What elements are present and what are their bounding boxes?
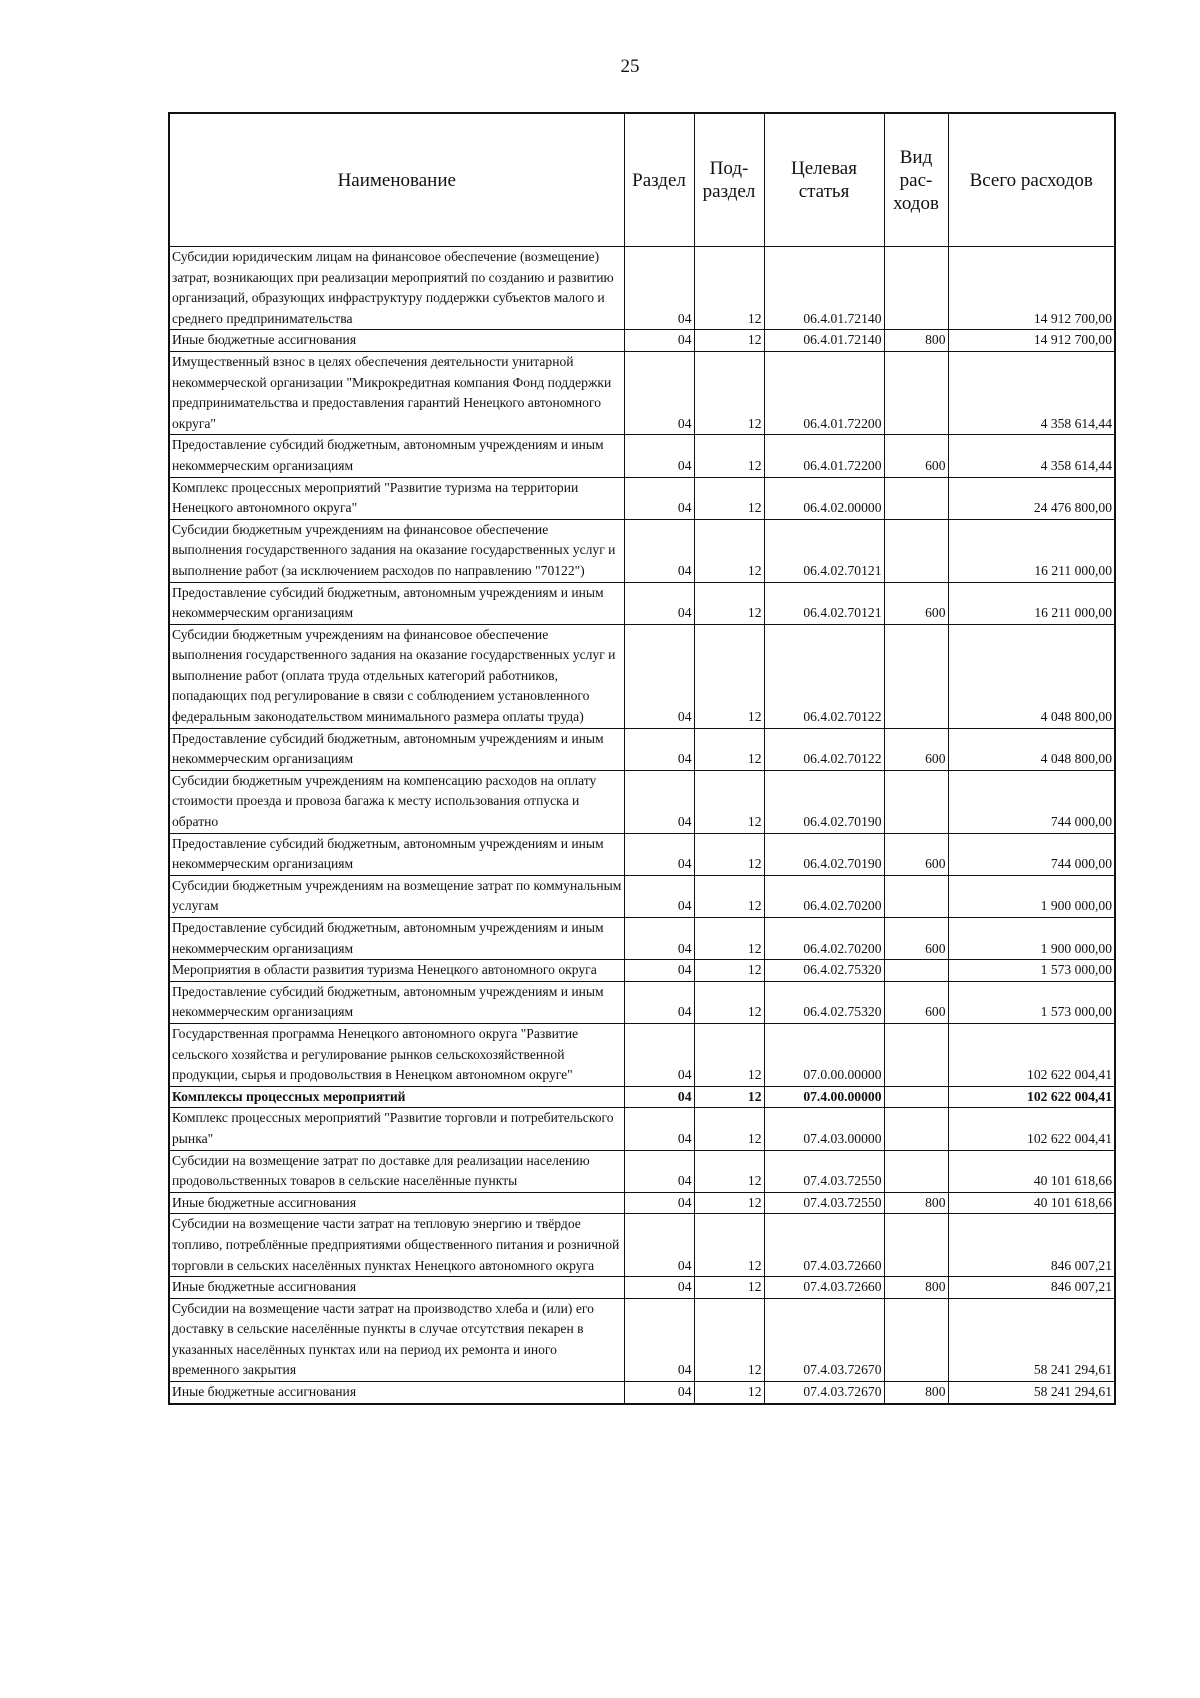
- row-target: 06.4.02.70121: [764, 582, 884, 624]
- header-name: Наименование: [169, 113, 624, 247]
- row-section: 04: [624, 960, 694, 982]
- row-section: 04: [624, 624, 694, 728]
- row-section: 04: [624, 1192, 694, 1214]
- row-target: 06.4.02.70190: [764, 833, 884, 875]
- row-target: 07.4.00.00000: [764, 1086, 884, 1108]
- row-expense-type: 800: [884, 1382, 948, 1404]
- row-subsection: 12: [694, 624, 764, 728]
- row-section: 04: [624, 875, 694, 917]
- row-total: 1 900 000,00: [948, 918, 1115, 960]
- row-total: 14 912 700,00: [948, 247, 1115, 330]
- row-target: 07.4.03.72550: [764, 1150, 884, 1192]
- table-row: [169, 1277, 1115, 1299]
- header-section: Раздел: [624, 113, 694, 247]
- row-expense-type: 600: [884, 918, 948, 960]
- row-name: Комплексы процессных мероприятий: [169, 1086, 624, 1108]
- row-expense-type: [884, 1086, 948, 1108]
- row-section: 04: [624, 918, 694, 960]
- header-total: Всего расходов: [948, 113, 1115, 247]
- row-subsection: 12: [694, 1298, 764, 1381]
- table-row: [169, 728, 1115, 770]
- row-expense-type: [884, 1214, 948, 1277]
- row-name: Комплекс процессных мероприятий "Развитие туризма на территории Ненецкого автономного округа": [169, 477, 624, 519]
- header-target: Целевая статья: [764, 113, 884, 247]
- row-subsection: 12: [694, 833, 764, 875]
- row-name: Субсидии бюджетным учреждениям на финансовое обеспечение выполнения государственного задания на оказание государственных услуг и выполнение работ (оплата труда отдельных категорий работников, попадающих под регулирование в связи с соблюдением установленного федеральным законодательством минимального размера оплаты труда): [169, 624, 624, 728]
- table-body: [169, 247, 1115, 1404]
- row-section: 04: [624, 330, 694, 352]
- row-total: 24 476 800,00: [948, 477, 1115, 519]
- row-name: Субсидии бюджетным учреждениям на финансовое обеспечение выполнения государственного задания на оказание государственных услуг и выполнение работ (за исключением расходов по направлению "70122"): [169, 519, 624, 582]
- row-target: 07.4.03.72660: [764, 1214, 884, 1277]
- row-subsection: 12: [694, 247, 764, 330]
- table-row: [169, 351, 1115, 434]
- table-row: [169, 477, 1115, 519]
- table-row: [169, 519, 1115, 582]
- row-name: Государственная программа Ненецкого автономного округа "Развитие сельского хозяйства и регулирование рынков сельскохозяйственной продукции, сырья и продовольствия в Ненецком автономном округе": [169, 1023, 624, 1086]
- row-total: 4 048 800,00: [948, 624, 1115, 728]
- row-name: Иные бюджетные ассигнования: [169, 330, 624, 352]
- row-total: 58 241 294,61: [948, 1382, 1115, 1404]
- row-expense-type: 600: [884, 582, 948, 624]
- table-row: [169, 435, 1115, 477]
- row-subsection: 12: [694, 435, 764, 477]
- row-section: 04: [624, 435, 694, 477]
- row-total: 1 573 000,00: [948, 981, 1115, 1023]
- row-name: Имущественный взнос в целях обеспечения деятельности унитарной некоммерческой организации "Микрокредитная компания Фонд поддержки предпринимательства и предоставления гарантий Ненецкого автономного округа": [169, 351, 624, 434]
- row-expense-type: 600: [884, 833, 948, 875]
- row-expense-type: [884, 960, 948, 982]
- row-section: 04: [624, 728, 694, 770]
- row-subsection: 12: [694, 477, 764, 519]
- row-expense-type: [884, 1150, 948, 1192]
- row-total: 16 211 000,00: [948, 582, 1115, 624]
- table-row: [169, 875, 1115, 917]
- row-section: 04: [624, 247, 694, 330]
- row-total: 40 101 618,66: [948, 1150, 1115, 1192]
- row-target: 07.4.03.72660: [764, 1277, 884, 1299]
- row-target: 06.4.02.00000: [764, 477, 884, 519]
- row-name: Мероприятия в области развития туризма Ненецкого автономного округа: [169, 960, 624, 982]
- row-section: 04: [624, 981, 694, 1023]
- row-section: 04: [624, 1214, 694, 1277]
- row-expense-type: [884, 477, 948, 519]
- row-section: 04: [624, 833, 694, 875]
- row-name: Иные бюджетные ассигнования: [169, 1192, 624, 1214]
- row-name: Субсидии на возмещение части затрат на производство хлеба и (или) его доставку в сельские населённые пункты в случае отсутствия пекарен в указанных населённых пунктах или на период их ремонта и иного временного закрытия: [169, 1298, 624, 1381]
- row-subsection: 12: [694, 981, 764, 1023]
- table-row: [169, 247, 1115, 330]
- row-total: 1 900 000,00: [948, 875, 1115, 917]
- table-header: [169, 113, 1115, 247]
- row-name: Иные бюджетные ассигнования: [169, 1382, 624, 1404]
- row-section: 04: [624, 770, 694, 833]
- row-expense-type: 800: [884, 330, 948, 352]
- row-total: 846 007,21: [948, 1214, 1115, 1277]
- row-subsection: 12: [694, 1086, 764, 1108]
- row-subsection: 12: [694, 728, 764, 770]
- row-subsection: 12: [694, 770, 764, 833]
- row-section: 04: [624, 1150, 694, 1192]
- row-subsection: 12: [694, 960, 764, 982]
- row-target: 06.4.02.70122: [764, 728, 884, 770]
- row-name: Предоставление субсидий бюджетным, автономным учреждениям и иным некоммерческим организациям: [169, 918, 624, 960]
- row-target: 07.4.03.72550: [764, 1192, 884, 1214]
- table-row: [169, 330, 1115, 352]
- row-name: Субсидии бюджетным учреждениям на возмещение затрат по коммунальным услугам: [169, 875, 624, 917]
- table-row: [169, 1214, 1115, 1277]
- budget-table: [168, 112, 1116, 1405]
- row-section: 04: [624, 1277, 694, 1299]
- row-target: 06.4.02.70200: [764, 918, 884, 960]
- row-expense-type: [884, 247, 948, 330]
- row-target: 06.4.01.72140: [764, 247, 884, 330]
- row-total: 4 358 614,44: [948, 435, 1115, 477]
- row-target: 06.4.02.75320: [764, 960, 884, 982]
- row-section: 04: [624, 1298, 694, 1381]
- row-expense-type: 800: [884, 1192, 948, 1214]
- row-subsection: 12: [694, 1277, 764, 1299]
- header-expense-type: Вид рас- ходов: [884, 113, 948, 247]
- row-total: 16 211 000,00: [948, 519, 1115, 582]
- row-section: 04: [624, 1382, 694, 1404]
- table-row: [169, 1150, 1115, 1192]
- row-total: 744 000,00: [948, 770, 1115, 833]
- table-row: [169, 1382, 1115, 1404]
- row-expense-type: 600: [884, 728, 948, 770]
- row-section: 04: [624, 1086, 694, 1108]
- table-row: [169, 981, 1115, 1023]
- row-total: 58 241 294,61: [948, 1298, 1115, 1381]
- row-total: 14 912 700,00: [948, 330, 1115, 352]
- row-subsection: 12: [694, 351, 764, 434]
- row-section: 04: [624, 582, 694, 624]
- row-expense-type: [884, 351, 948, 434]
- row-expense-type: 600: [884, 435, 948, 477]
- row-subsection: 12: [694, 1382, 764, 1404]
- row-total: 40 101 618,66: [948, 1192, 1115, 1214]
- row-expense-type: [884, 875, 948, 917]
- row-target: 06.4.02.70121: [764, 519, 884, 582]
- row-expense-type: [884, 770, 948, 833]
- row-total: 102 622 004,41: [948, 1108, 1115, 1150]
- table-row: [169, 1023, 1115, 1086]
- row-name: Субсидии юридическим лицам на финансовое обеспечение (возмещение) затрат, возникающих при реализации мероприятий по созданию и развитию организаций, образующих инфраструктуру поддержки субъектов малого и среднего предпринимательства: [169, 247, 624, 330]
- row-subsection: 12: [694, 330, 764, 352]
- row-expense-type: [884, 624, 948, 728]
- row-section: 04: [624, 351, 694, 434]
- row-name: Предоставление субсидий бюджетным, автономным учреждениям и иным некоммерческим организациям: [169, 728, 624, 770]
- table-row: [169, 960, 1115, 982]
- row-name: Предоставление субсидий бюджетным, автономным учреждениям и иным некоммерческим организациям: [169, 981, 624, 1023]
- row-expense-type: [884, 519, 948, 582]
- row-expense-type: 600: [884, 981, 948, 1023]
- row-target: 07.4.03.72670: [764, 1298, 884, 1381]
- row-section: 04: [624, 519, 694, 582]
- row-name: Комплекс процессных мероприятий "Развитие торговли и потребительского рынка": [169, 1108, 624, 1150]
- table-row: [169, 918, 1115, 960]
- row-section: 04: [624, 1023, 694, 1086]
- row-subsection: 12: [694, 1108, 764, 1150]
- row-subsection: 12: [694, 1214, 764, 1277]
- table-row: [169, 1298, 1115, 1381]
- row-subsection: 12: [694, 582, 764, 624]
- row-target: 06.4.01.72200: [764, 435, 884, 477]
- row-section: 04: [624, 477, 694, 519]
- row-subsection: 12: [694, 1150, 764, 1192]
- row-total: 4 048 800,00: [948, 728, 1115, 770]
- row-name: Субсидии на возмещение затрат по доставке для реализации населению продовольственных товаров в сельские населённые пункты: [169, 1150, 624, 1192]
- row-target: 06.4.02.70122: [764, 624, 884, 728]
- row-name: Предоставление субсидий бюджетным, автономным учреждениям и иным некоммерческим организациям: [169, 833, 624, 875]
- header-subsection: Под- раздел: [694, 113, 764, 247]
- row-total: 1 573 000,00: [948, 960, 1115, 982]
- row-target: 06.4.02.70200: [764, 875, 884, 917]
- row-name: Иные бюджетные ассигнования: [169, 1277, 624, 1299]
- table-row: [169, 624, 1115, 728]
- table-row: [169, 1108, 1115, 1150]
- row-total: 846 007,21: [948, 1277, 1115, 1299]
- row-expense-type: [884, 1023, 948, 1086]
- row-target: 07.0.00.00000: [764, 1023, 884, 1086]
- row-subsection: 12: [694, 1192, 764, 1214]
- row-name: Субсидии на возмещение части затрат на тепловую энергию и твёрдое топливо, потреблённые предприятиями общественного питания и розничной торговли в сельских населённых пунктах Ненецкого автономного округа: [169, 1214, 624, 1277]
- row-total: 744 000,00: [948, 833, 1115, 875]
- row-target: 07.4.03.00000: [764, 1108, 884, 1150]
- row-expense-type: 800: [884, 1277, 948, 1299]
- row-expense-type: [884, 1298, 948, 1381]
- row-target: 06.4.01.72200: [764, 351, 884, 434]
- row-target: 06.4.02.75320: [764, 981, 884, 1023]
- row-subsection: 12: [694, 918, 764, 960]
- row-total: 102 622 004,41: [948, 1023, 1115, 1086]
- page-number: 25: [620, 56, 640, 77]
- row-subsection: 12: [694, 1023, 764, 1086]
- table-row: [169, 833, 1115, 875]
- row-section: 04: [624, 1108, 694, 1150]
- row-target: 06.4.01.72140: [764, 330, 884, 352]
- row-name: Субсидии бюджетным учреждениям на компенсацию расходов на оплату стоимости проезда и провоза багажа к месту использования отпуска и обратно: [169, 770, 624, 833]
- table-row: [169, 1086, 1115, 1108]
- row-name: Предоставление субсидий бюджетным, автономным учреждениям и иным некоммерческим организациям: [169, 435, 624, 477]
- row-total: 102 622 004,41: [948, 1086, 1115, 1108]
- row-target: 06.4.02.70190: [764, 770, 884, 833]
- row-expense-type: [884, 1108, 948, 1150]
- row-subsection: 12: [694, 875, 764, 917]
- table-row: [169, 1192, 1115, 1214]
- table-row: [169, 582, 1115, 624]
- row-name: Предоставление субсидий бюджетным, автономным учреждениям и иным некоммерческим организациям: [169, 582, 624, 624]
- row-target: 07.4.03.72670: [764, 1382, 884, 1404]
- table-row: [169, 770, 1115, 833]
- row-total: 4 358 614,44: [948, 351, 1115, 434]
- row-subsection: 12: [694, 519, 764, 582]
